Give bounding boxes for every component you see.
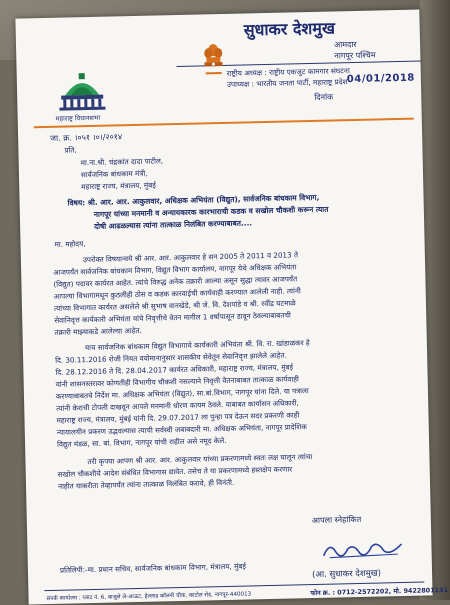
handwritten-signature [319,536,406,564]
footer-address: संपर्क कार्यालय : प्लाट नं. 6, बाजुले ले-आऊट, हेल्लाड कॉलनी चौक, काटोल रोड, नागपूर-440013 [46,591,252,603]
para-1-line: तक्रारी माझ्याकडे आलेल्या आहेत. [54,325,142,337]
letterhead-position-2: उपाध्यक्ष : भारतीय जनता पार्टी, महाराष्ट्र प्रदेश [226,77,348,89]
recipient-line-2: सार्वजनिक बांधकाम मंत्री, [80,168,148,180]
para-1-line: (विद्युत) पदावर कार्यरत आहेत. त्यांचे विरुद्ध अनेक तक्रारी आल्या असून सुद्धा त्यावर आजपर्यंत [53,274,298,289]
para-2-line: विद्युत मंडळ, सा. बां. विभाग, नागपूर यांची राहील असे नमूद केले. [56,435,227,449]
letterhead-name: सुधाकर देशमुख [243,18,336,40]
logo-caption: महाराष्ट्र विधानसभा [55,113,101,123]
para-1-line: उपरोक्त विषयान्वये श्री आर. आर. आकुलवार हे सन 2005 ते 2011 व 2013 ते [82,250,299,265]
para-2-line: महाराष्ट्र राज्य, मंत्रालय, मुंबई यांनी दि. 29.07.2017 ला पुन्हा पत्र देऊन सदर प्रकरणी काही [56,410,300,425]
copy-to: प्रतिलिपी:-मा. प्रधान सचिव, सार्वजनिक बांधकाम विभाग, मंत्रालय, मुंबई [59,561,247,575]
para-1-line: सेवानिवृत्त कार्यकारी अभियंता यांचे निवृत्तीचे वेतन मागील 1 वर्षापासून डावून ठेवल्याबाबतची [54,310,291,325]
recipient-line-1: मा.ना.श्री. चंद्रकांत दादा पाटील, [80,156,164,168]
subject-line-1: विषय: श्री. आर. आर. आकुलवार, अधिक्षक अभियंता (विद्युत), सार्वजनिक बांधकाम विभाग, [67,192,320,208]
para-2-line: यांनी शासनस्तरावर कोणतीही विभागीय चौकशी नसल्याने निवृत्ती वेतनाबाबत तात्काळ कार्यवाही [55,374,299,389]
closing-text: आपला स्नेहांकित [311,514,362,526]
para-2-line: करण्याबाबतचे निर्देश मा. अधिक्षक अभियंता (विद्युत), सा.बां.विभाग, नागपूर यांना दिले. या पत्राला [55,386,309,401]
vidhan-sabha-logo-icon [57,69,108,112]
para-1-line: आपल्या विभागामधून कुठलीही ठोस व कडक कारवाईची कार्यवाही करण्यात आलेली नाही. त्यांनी [53,286,301,301]
para-2-line: दि. 30.11.2016 रोजी नियत वयोमानानुसार शासकीय सेवेतून सेवानिवृत्त झालेले आहेत. [55,350,287,365]
para-3-line: तरी कृपया आपण श्री आर. आर. आकुलवार यांच्या प्रकरणामध्ये स्वतः लक्ष घालून त्यांचा [87,452,313,467]
letterhead-title: आमदार [333,39,357,50]
recipient-prati: प्रति, [64,145,77,155]
para-2-line: न्यायालयीन प्रकरण उद्भवल्यास त्याची सर्वस्वी जबाबदारी मा. अधिक्षक अभियंता, नागपूर प्रादेशिक [56,422,307,437]
subject-line-2: नागपूर यांच्या मनमानी व अन्यायकारक कारभाराची कडक व सखोल चौकशी करून त्यात [93,204,329,219]
para-3-line: सखोल चौकशीचे आदेश संबंधित विभागास द्यावेत. तसेच ते या प्रकरणामध्ये हस्तक्षेप करणार [57,464,293,479]
para-2-line: दि. 28.12.2016 ते दि. 28.04.2017 कार्यरत अधिकारी, महाराष्ट्र राज्य, मंत्रालय, मुंबई [55,362,294,377]
para-3-line: नाहीत याकरीता तेव्हापर्यंत त्यांना तात्काळ निलंबित करावे, ही विनंती. [57,477,235,491]
salutation: मा. महोदय, [54,239,86,249]
letter-paper [15,9,449,604]
footer-phone: फोन क्र. : 0712-2572202, मो. 9422801131 [310,585,449,598]
para-1-line: त्यांच्या विभागात कार्यरत असलेले श्री सुभाष वानखेडे, श्री जे. वि. देशपांडे व श्री. रवींद्र घटमाळे [53,298,296,313]
para-1-line: आजपर्यंत सार्वजनिक बांधकाम विभाग, विद्युत विभाग कार्यालय, नागपूर येथे अधिक्षक अभियंता [53,262,297,277]
recipient-line-3: महाराष्ट्र राज्य, मंत्रालय, मुंबई [81,180,156,192]
date-stamp: 04/01/2018 [346,72,415,86]
reference-number: जा. क्र. ।०५१ ।०।/२०१४ [50,132,123,143]
letterhead-constituency: नागपूर पश्चिम [334,50,376,61]
signer-name: (आ. सुधाकर देशमुख) [311,568,382,581]
para-2-line: त्यांनी केराची टोपली दाखवून आपले मनमानी धोरण कायम ठेवले. याबाबत कार्यासन अधिकारी, [56,398,299,413]
subject-line-3: दोषी आढळल्यास त्यांना तात्काळ निलंबित करण्याबाबत.... [94,218,253,231]
para-2-line: याच सार्वजनिक बांधकाम विद्युत विभागाचे कार्यकारी अभियंता श्री. वि. रा. खांडाळकर हे [84,338,310,353]
date-label: दिनांक [314,92,334,102]
letterhead-position-1: राष्ट्रीय अध्यक्ष : राष्ट्रीय एकजुट कामगार संघटना [226,66,350,78]
national-emblem-icon [200,42,227,83]
